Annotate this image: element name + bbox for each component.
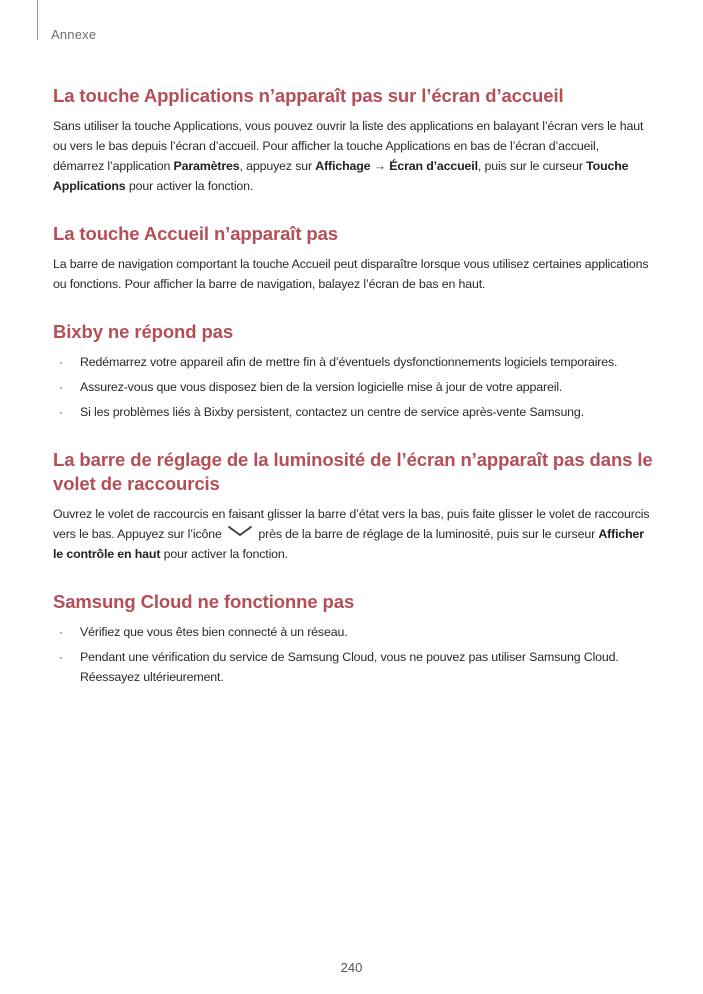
- section-paragraph: [53, 116, 653, 196]
- header-side-rule: [37, 0, 38, 40]
- bold-affichage: Affichage: [315, 159, 371, 173]
- text-run: Sans utiliser la touche Applications, vous pouvez ouvrir la liste des applications en balayant l’écran vers le haut ou vers le bas depuis l’écran d’accueil. Pour afficher la touche Applications en bas de l’écran d’accueil, démarrez l’application: [53, 119, 644, 173]
- bold-ecran-accueil: Écran d’accueil: [389, 159, 478, 173]
- section-samsung-cloud: [53, 590, 653, 687]
- list-item: [53, 352, 653, 372]
- text-run: pour activer la fonction.: [160, 547, 288, 561]
- list-item: [53, 647, 653, 687]
- list-item-text: Si les problèmes liés à Bixby persistent, contactez un centre de service après-vente Samsung.: [80, 405, 584, 419]
- section-bixby: [53, 320, 653, 422]
- bullet-dot: ·: [59, 625, 63, 639]
- list-item: [53, 622, 653, 642]
- page-number: 240: [340, 960, 363, 975]
- bold-touche-applications: Touche Applications: [53, 159, 629, 193]
- bullet-list: [53, 622, 653, 687]
- section-title: La touche Applications n’apparaît pas sur l’écran d’accueil: [53, 85, 564, 106]
- section-home-key: [53, 222, 653, 294]
- text-run: près de la barre de réglage de la luminosité, puis sur le curseur: [255, 527, 599, 541]
- list-item-text: Pendant une vérification du service de Samsung Cloud, vous ne pouvez pas utiliser Samsung Cloud. Réessayez ultérieurement.: [80, 650, 619, 684]
- section-paragraph: La barre de navigation comportant la touche Accueil peut disparaître lorsque vous utilisez certaines applications ou fonctions. Pour afficher la barre de navigation, balayez l’écran de bas en haut.: [53, 257, 649, 291]
- list-item-text: Vérifiez que vous êtes bien connecté à un réseau.: [80, 625, 348, 639]
- section-brightness-bar: [53, 448, 653, 564]
- bullet-list: [53, 352, 653, 422]
- section-paragraph: [53, 504, 653, 564]
- list-item-text: Redémarrez votre appareil afin de mettre fin à d’éventuels dysfonctionnements logiciels temporaires.: [80, 355, 618, 369]
- bullet-dot: ·: [59, 380, 63, 394]
- section-title: Bixby ne répond pas: [53, 321, 234, 342]
- running-head: Annexe: [51, 27, 97, 42]
- section-title: La touche Accueil n’apparaît pas: [53, 223, 338, 244]
- chevron-down-icon: [227, 523, 253, 543]
- section-applications-key: [53, 84, 653, 196]
- bold-afficher-controle: Afficher le contrôle en haut: [53, 527, 644, 561]
- list-item: [53, 377, 653, 397]
- text-run: , appuyez sur: [239, 159, 316, 173]
- bold-parametres: Paramètres: [173, 159, 240, 173]
- section-title: La barre de réglage de la luminosité de l’écran n’apparaît pas dans le volet de raccourcis: [53, 449, 653, 494]
- text-run: Ouvrez le volet de raccourcis en faisant glisser la barre d’état vers la bas, puis faite glisser le volet de raccourcis vers le bas. Appuyez sur l’icône: [53, 507, 650, 541]
- bullet-dot: ·: [59, 650, 63, 664]
- text-run: pour activer la fonction.: [125, 179, 254, 193]
- bullet-dot: ·: [59, 405, 63, 419]
- text-run: , puis sur le curseur: [477, 159, 587, 173]
- section-title: Samsung Cloud ne fonctionne pas: [53, 591, 355, 612]
- list-item: [53, 402, 653, 422]
- list-item-text: Assurez-vous que vous disposez bien de la version logicielle mise à jour de votre appareil.: [80, 380, 563, 394]
- arrow-separator: →: [370, 159, 390, 173]
- page-content: [53, 84, 653, 713]
- bullet-dot: ·: [59, 355, 63, 369]
